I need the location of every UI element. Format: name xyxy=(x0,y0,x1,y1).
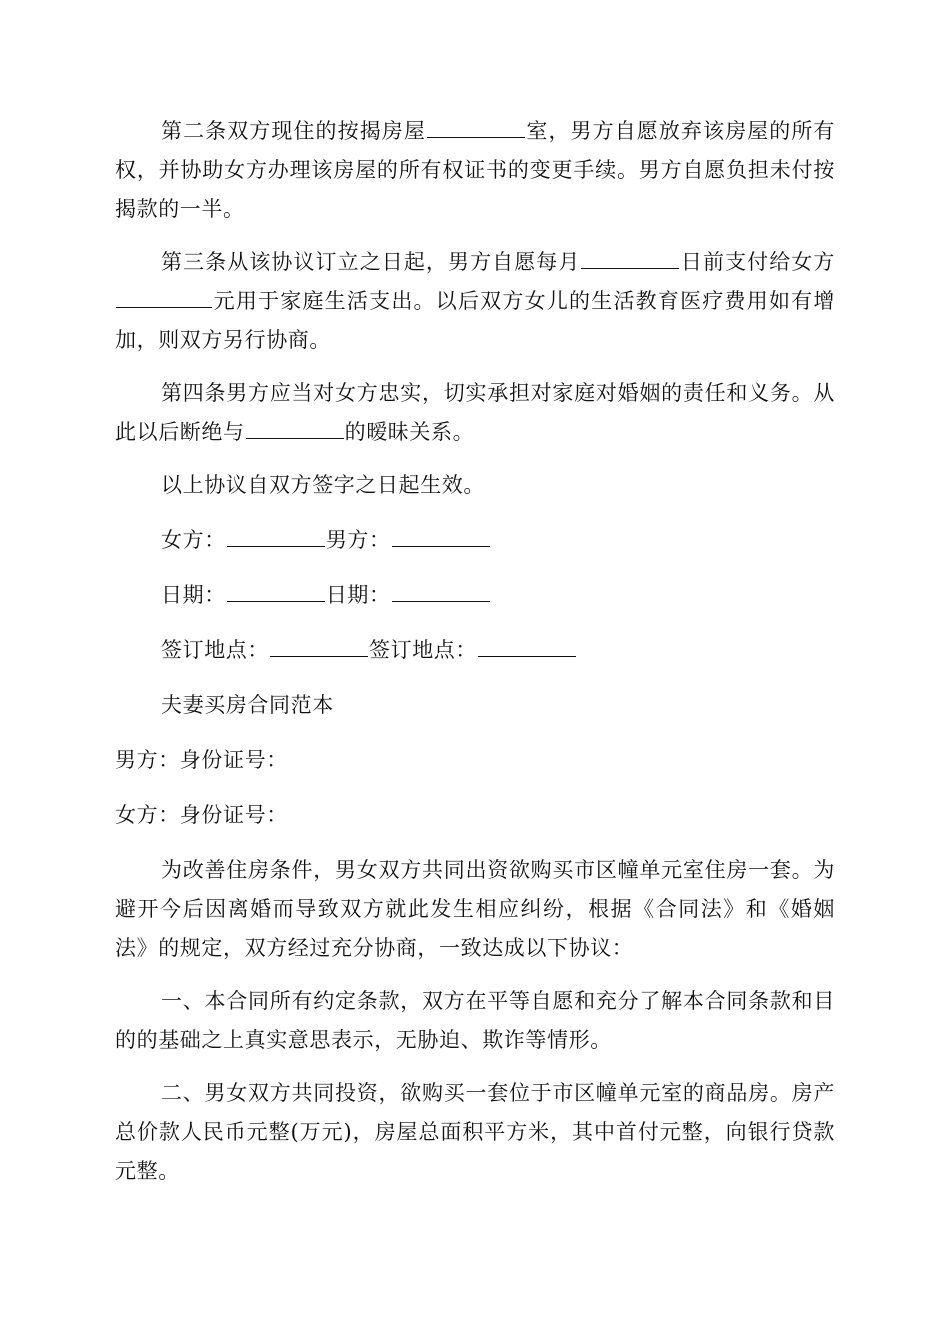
clause-2-text-b: 室，男方自愿放弃该房屋的所有权，并协助女方办理该房屋的所有权证书的变更手续。男方自愿负担未付按揭款的一半。 xyxy=(115,119,835,221)
contract-title: 夫妻买房合同范本 xyxy=(161,693,334,717)
location-row xyxy=(115,631,835,670)
clause-3-text-b: 日前支付给女方 xyxy=(680,250,835,274)
male-location-blank xyxy=(478,634,576,657)
female-location-blank xyxy=(270,634,368,657)
male-date-blank xyxy=(392,579,490,602)
clause-3-text-a: 第三条从该协议订立之日起，男方自愿每月 xyxy=(161,250,581,274)
effective-clause: 以上协议自双方签字之日起生效。 xyxy=(161,473,485,497)
male-signature-blank xyxy=(392,524,490,547)
male-location-label: 签订地点： xyxy=(369,638,477,662)
clause-2-text-a: 第二条双方现住的按揭房屋 xyxy=(161,119,426,143)
male-date-label: 日期： xyxy=(325,583,391,607)
clause-3 xyxy=(115,243,835,360)
clause-4-text-b: 的暧昧关系。 xyxy=(344,420,475,444)
clause-4 xyxy=(115,374,835,452)
male-id-line: 男方：身份证号： xyxy=(115,748,288,772)
female-location-label: 签订地点： xyxy=(161,638,269,662)
female-date-blank xyxy=(227,579,325,602)
payment-amount-blank xyxy=(116,285,212,308)
article-1: 一、本合同所有约定条款，双方在平等自愿和充分了解本合同条款和目的的基础之上真实意思表示，无胁迫、欺诈等情形。 xyxy=(115,989,835,1052)
female-id-line: 女方：身份证号： xyxy=(115,803,288,827)
preamble-paragraph: 为改善住房条件，男女双方共同出资欲购买市区幢单元室住房一套。为避开今后因离婚而导致双方就此发生相应纠纷，根据《合同法》和《婚姻法》的规定，双方经过充分协商，一致达成以下协议： xyxy=(115,858,835,960)
female-signature-blank xyxy=(227,524,325,547)
document-page xyxy=(115,112,835,1191)
third-party-blank xyxy=(246,416,344,439)
clause-3-text-c: 元用于家庭生活支出。以后双方女儿的生活教育医疗费用如有增加，则双方另行协商。 xyxy=(115,289,835,352)
article-2: 二、男女双方共同投资，欲购买一套位于市区幢单元室的商品房。房产总价款人民币元整(万元)，房屋总面积平方米，其中首付元整，向银行贷款元整。 xyxy=(115,1081,835,1183)
payment-day-blank xyxy=(581,246,679,269)
female-signature-label: 女方： xyxy=(161,528,226,552)
date-row xyxy=(115,576,835,615)
signature-row xyxy=(115,521,835,560)
female-date-label: 日期： xyxy=(161,583,226,607)
male-signature-label: 男方： xyxy=(325,528,391,552)
clause-4-text-a: 第四条男方应当对女方忠实，切实承担对家庭对婚姻的责任和义务。从此以后断绝与 xyxy=(115,381,835,444)
room-number-blank xyxy=(427,115,525,138)
clause-2 xyxy=(115,112,835,229)
